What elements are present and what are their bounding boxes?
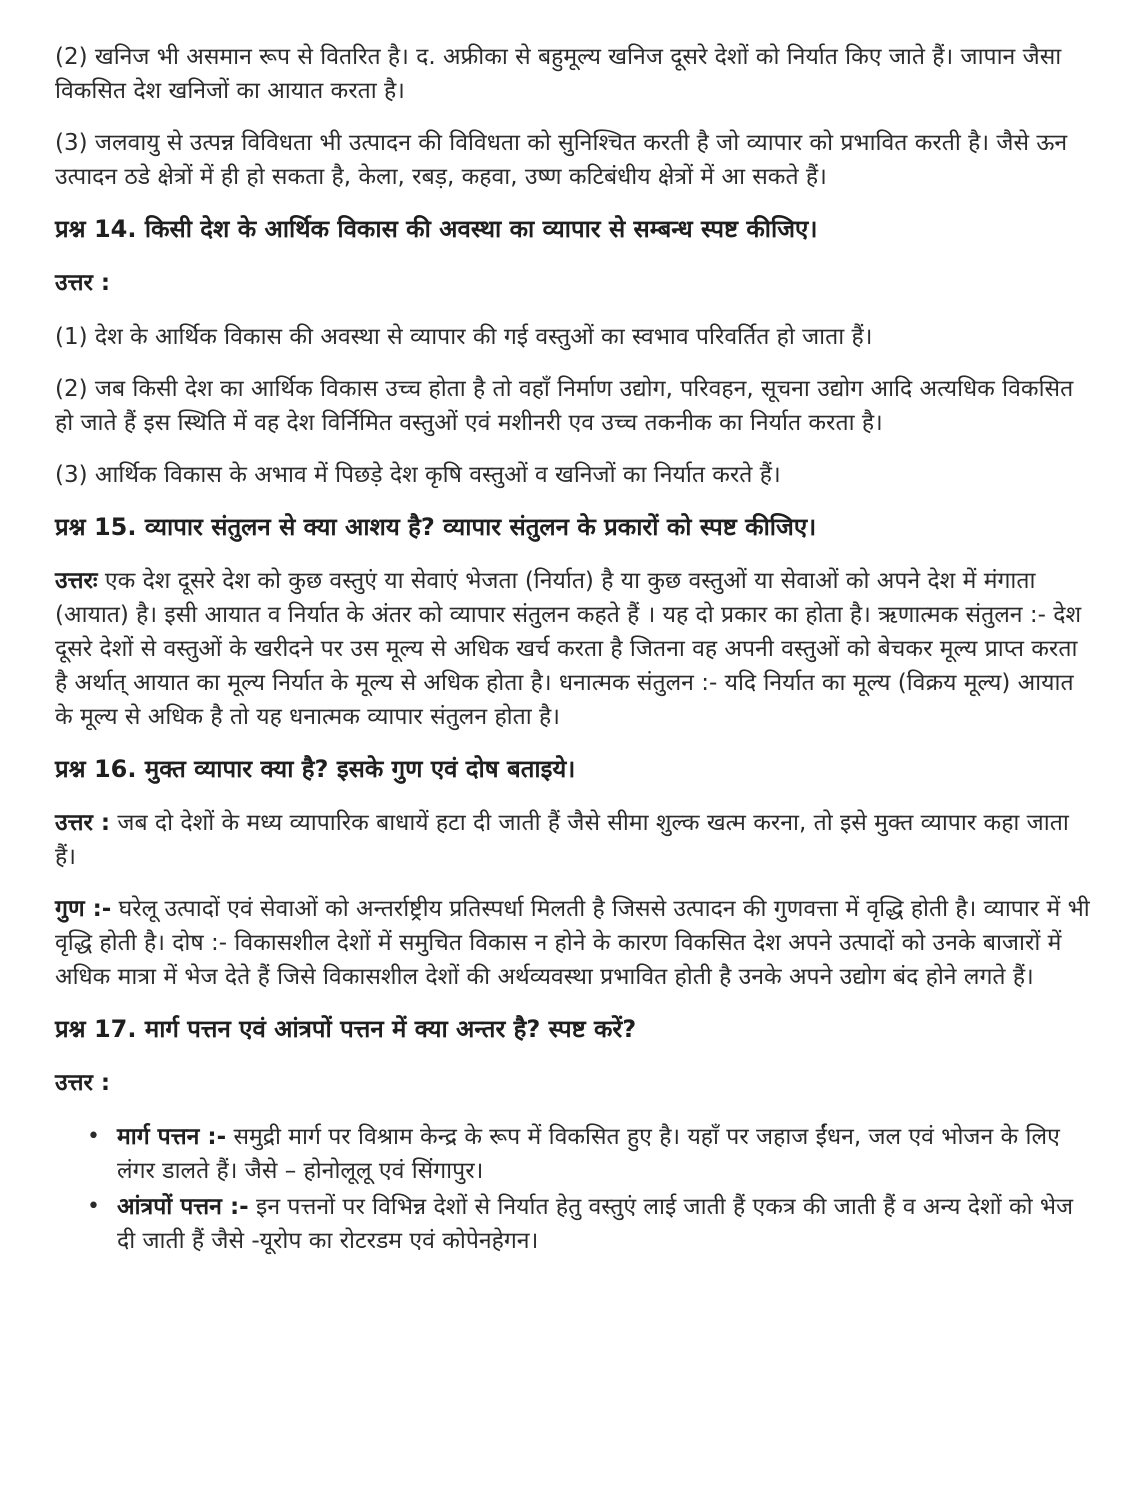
question-16-answer-label: उत्तर :	[55, 810, 111, 836]
document-page	[55, 40, 1095, 1260]
bullet-text-antrapo-pattan: इन पत्तनों पर विभिन्न देशों से निर्यात हेतु वस्तुएं लाई जाती हैं एकत्र की जाती हैं व अन्य देशों को भेज दी जाती हैं जैसे -यूरोप का रोटरडम एवं कोपेनहेगन।	[117, 1194, 1074, 1254]
question-14-heading: प्रश्न 14. किसी देश के आर्थिक विकास की अवस्था का व्यापार से सम्बन्ध स्पष्ट कीजिए।	[55, 215, 818, 243]
bullet-term-antrapo-pattan: आंत्रपों पत्तन :-	[117, 1194, 249, 1220]
intro-paragraph-3: (3) जलवायु से उत्पन्न विविधता भी उत्पादन की विविधता को सुनिश्चित करती है जो व्यापार को प्रभावित करती है। जैसे ऊन उत्पादन ठडे क्षेत्रों में ही हो सकता है, केला, रबड़, कहवा, उष्ण कटिबंधीय क्षेत्रों में आ सकते हैं।	[55, 130, 1068, 190]
bullet-text-marg-pattan: समुद्री मार्ग पर विश्राम केन्द्र के रूप में विकसित हुए है। यहाँ पर जहाज ईंधन, जल एवं भोजन के लिए लंगर डालते हैं। जैसे – होनोलूलू एवं सिंगापुर।	[117, 1124, 1060, 1184]
list-item	[87, 1190, 1095, 1258]
question-17-answer-label: उत्तर :	[55, 1070, 111, 1096]
question-15-answer-text: एक देश दूसरे देश को कुछ वस्तुएं या सेवाएं भेजता (निर्यात) है या कुछ वस्तुओं या सेवाओं को अपने देश में मंगाता (आयात) है। इसी आयात व निर्यात के अंतर को व्यापार संतुलन कहते हैं । यह दो प्रकार का होता है। ऋणात्मक संतुलन :- देश दूसरे देशों से वस्तुओं के खरीदने पर उस मूल्य से अधिक खर्च करता है जितना वह अपनी वस्तुओं को बेचकर मूल्य प्राप्त करता है अर्थात् आयात का मूल्य निर्यात के मूल्य से अधिक होता है। धनात्मक संतुलन :- यदि निर्यात का मूल्य (विक्रय मूल्य) आयात के मूल्य से अधिक है तो यह धनात्मक व्यापार संतुलन होता है।	[55, 568, 1082, 730]
question-14-point-1: (1) देश के आर्थिक विकास की अवस्था से व्यापार की गई वस्तुओं का स्वभाव परिवर्तित हो जाता हैं।	[55, 324, 873, 350]
question-14-point-2: (2) जब किसी देश का आर्थिक विकास उच्च होता है तो वहाँ निर्माण उद्योग, परिवहन, सूचना उद्योग आदि अत्यधिक विकसित हो जाते हैं इस स्थिति में वह देश विर्निमित वस्तुओं एवं मशीनरी एव उच्च तकनीक का निर्यात करता है।	[55, 376, 1074, 436]
question-16-merits-text: घरेलू उत्पादों एवं सेवाओं को अन्तर्राष्ट्रीय प्रतिस्पर्धा मिलती है जिससे उत्पादन की गुणवत्ता में वृद्धि होती है। व्यापार में भी वृद्धि होती है। दोष :- विकासशील देशों में समुचित विकास न होने के कारण विकसित देश अपने उत्पादों को उनके बाजारों में अधिक मात्रा में भेज देते हैं जिसे विकासशील देशों की अर्थव्यवस्था प्रभावित होती है उनके अपने उद्योग बंद होने लगते हैं।	[55, 896, 1090, 990]
bullet-icon: •	[87, 1194, 100, 1219]
question-16-merits	[55, 892, 1095, 994]
question-16-heading: प्रश्न 16. मुक्त व्यापार क्या है? इसके गुण एवं दोष बताइये।	[55, 755, 576, 783]
question-15-heading: प्रश्न 15. व्यापार संतुलन से क्या आशय है? व्यापार संतुलन के प्रकारों को स्पष्ट कीजिए।	[55, 513, 817, 541]
question-14-point-3: (3) आर्थिक विकास के अभाव में पिछड़े देश कृषि वस्तुओं व खनिजों का निर्यात करते हैं।	[55, 462, 781, 488]
bullet-term-marg-pattan: मार्ग पत्तन :-	[117, 1124, 227, 1150]
list-item	[87, 1120, 1095, 1188]
question-17-bullet-list	[55, 1120, 1095, 1258]
question-16-answer-text: जब दो देशों के मध्य व्यापारिक बाधायें हटा दी जाती हैं जैसे सीमा शुल्क खत्म करना, तो इसे मुक्त व्यापार कहा जाता हैं।	[55, 810, 1069, 870]
intro-paragraph-2: (2) खनिज भी असमान रूप से वितरित है। द. अफ्रीका से बहुमूल्य खनिज दूसरे देशों को निर्यात किए जाते हैं। जापान जैसा विकसित देश खनिजों का आयात करता है।	[55, 44, 1062, 104]
question-16-answer	[55, 806, 1095, 874]
question-17-heading: प्रश्न 17. मार्ग पत्तन एवं आंत्रपों पत्तन में क्या अन्तर है? स्पष्ट करें?	[55, 1015, 637, 1043]
question-16-merits-label: गुण :-	[55, 896, 112, 922]
bullet-icon: •	[87, 1124, 100, 1149]
question-15-answer	[55, 564, 1095, 734]
question-15-answer-label: उत्तरः	[55, 568, 98, 594]
question-14-answer-label: उत्तर :	[55, 270, 111, 296]
